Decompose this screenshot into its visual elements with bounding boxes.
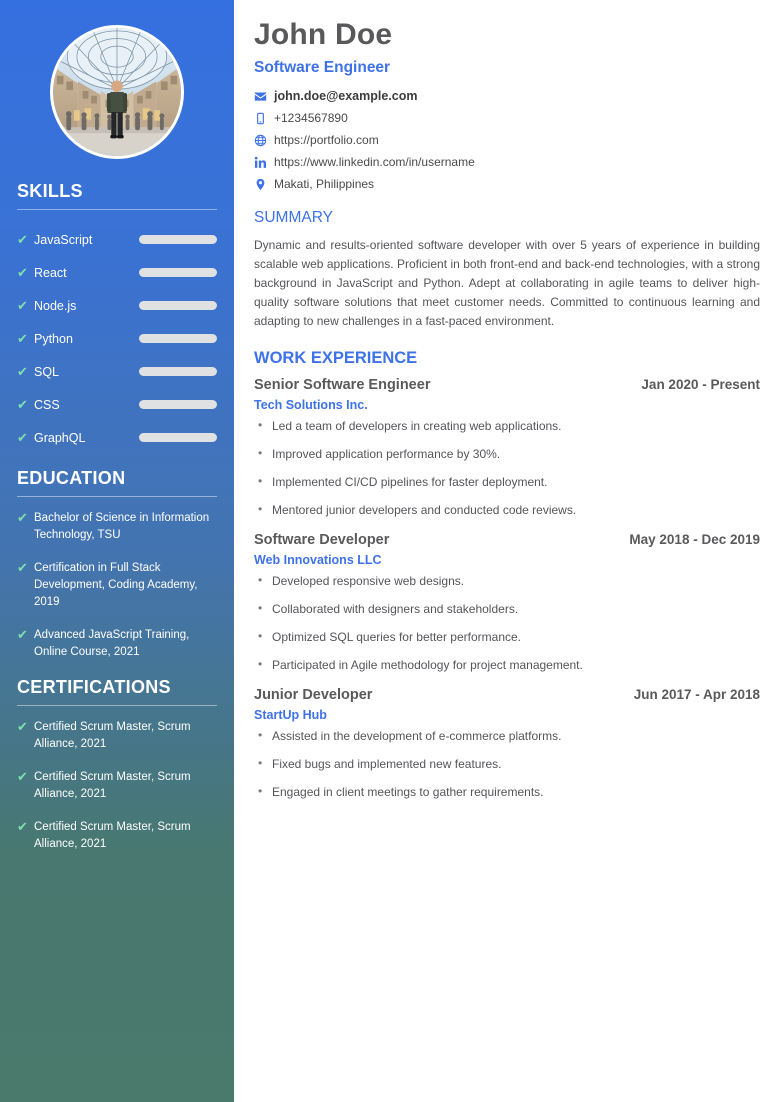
certification-text: Certified Scrum Master, Scrum Alliance, 2021 [34, 821, 191, 850]
job-position: Software Developer [254, 532, 390, 548]
page-title: John Doe [254, 18, 393, 51]
job-bullet: • Optimized SQL queries for better performance. [254, 630, 760, 645]
job-company: Web Innovations LLC [254, 553, 382, 567]
check-icon: ✔ [17, 769, 28, 784]
contact-linkedin[interactable] [254, 155, 760, 169]
skill-label: Python [34, 331, 73, 346]
contact-phone-text: +1234567890 [274, 111, 348, 125]
skill-item [17, 322, 217, 355]
education-item [17, 510, 217, 544]
certifications-divider [17, 705, 217, 706]
check-icon: ✔ [17, 560, 28, 575]
job-bullet: • Led a team of developers in creating web applications. [254, 419, 760, 434]
job-dates: May 2018 - Dec 2019 [629, 532, 760, 547]
summary-heading: SUMMARY [254, 209, 333, 226]
education-list [17, 510, 217, 661]
check-icon: ✔ [17, 719, 28, 734]
skill-item [17, 388, 217, 421]
job-bullet: • Engaged in client meetings to gather requirements. [254, 785, 760, 800]
certification-item [17, 769, 217, 803]
job-entry [254, 532, 760, 673]
summary-text: Dynamic and results-oriented software developer with over 5 years of experience in building scalable web applications. Proficient in both front-end and back-end technologies, with a strong background in JavaScript and Python. Adept at collaborating in agile teams to deliver high-quality software solutions that meet customer needs. Committed to continuous learning and adapting to new challenges in a fast-paced environment. [254, 238, 760, 328]
envelope-icon [254, 90, 274, 103]
job-bullet: • Implemented CI/CD pipelines for faster deployment. [254, 475, 760, 490]
job-bullet: • Fixed bugs and implemented new features. [254, 757, 760, 772]
main-content [234, 0, 778, 1102]
professional-title: Software Engineer [254, 59, 391, 76]
contact-location[interactable] [254, 177, 760, 191]
check-icon: ✔ [17, 232, 28, 247]
skill-label: SQL [34, 364, 60, 379]
job-entry [254, 377, 760, 518]
contact-phone[interactable] [254, 111, 760, 125]
education-section [17, 468, 217, 661]
job-dates: Jun 2017 - Apr 2018 [633, 687, 760, 702]
skill-level-bar [139, 334, 217, 343]
job-header [254, 377, 760, 393]
job-header [254, 532, 760, 548]
job-header [254, 687, 760, 703]
globe-icon [254, 134, 274, 147]
check-icon: ✔ [17, 397, 28, 412]
job-bullet-list [254, 574, 760, 673]
education-item [17, 627, 217, 661]
check-icon: ✔ [17, 430, 28, 445]
job-company: Tech Solutions Inc. [254, 398, 368, 412]
skill-level-bar [139, 235, 217, 244]
avatar-container [17, 0, 217, 159]
check-icon: ✔ [17, 265, 28, 280]
job-entry [254, 687, 760, 800]
certification-item [17, 819, 217, 853]
check-icon: ✔ [17, 364, 28, 379]
sidebar [0, 0, 234, 1102]
check-icon: ✔ [17, 331, 28, 346]
education-text: Bachelor of Science in Information Technology, TSU [34, 512, 210, 541]
work-experience-section [254, 349, 760, 800]
contact-location-text: Makati, Philippines [274, 177, 375, 191]
job-position: Junior Developer [254, 687, 373, 703]
check-icon: ✔ [17, 298, 28, 313]
job-bullet: • Mentored junior developers and conducted code reviews. [254, 503, 760, 518]
contact-website[interactable] [254, 133, 760, 147]
certifications-list [17, 719, 217, 853]
job-bullet: • Collaborated with designers and stakeholders. [254, 602, 760, 617]
certification-text: Certified Scrum Master, Scrum Alliance, 2021 [34, 771, 191, 800]
skills-heading: SKILLS [17, 181, 83, 201]
skill-level-bar [139, 367, 217, 376]
linkedin-icon [254, 156, 274, 169]
job-position: Senior Software Engineer [254, 377, 431, 393]
work-experience-heading: WORK EXPERIENCE [254, 349, 418, 367]
check-icon: ✔ [17, 627, 28, 642]
job-bullet: • Developed responsive web designs. [254, 574, 760, 589]
skill-label: React [34, 265, 67, 280]
check-icon: ✔ [17, 819, 28, 834]
skill-level-bar [139, 400, 217, 409]
job-bullet: • Improved application performance by 30%. [254, 447, 760, 462]
contact-linkedin-text: https://www.linkedin.com/in/username [274, 155, 475, 169]
skill-item [17, 355, 217, 388]
summary-section [254, 209, 760, 331]
certification-text: Certified Scrum Master, Scrum Alliance, 2021 [34, 721, 191, 750]
profile-photo-icon [53, 28, 181, 156]
skill-label: JavaScript [34, 232, 93, 247]
skill-item [17, 421, 217, 454]
check-icon: ✔ [17, 510, 28, 525]
location-pin-icon [254, 178, 274, 191]
job-bullet-list [254, 419, 760, 518]
contact-website-text: https://portfolio.com [274, 133, 379, 147]
education-item [17, 560, 217, 611]
skill-label: Node.js [34, 298, 77, 313]
education-text: Certification in Full Stack Development, Coding Academy, 2019 [34, 562, 198, 608]
skill-level-bar [139, 268, 217, 277]
skills-section [17, 181, 217, 454]
job-bullet-list [254, 729, 760, 800]
skills-list [17, 223, 217, 454]
certifications-section [17, 677, 217, 853]
job-bullet: • Assisted in the development of e-commerce platforms. [254, 729, 760, 744]
skill-item [17, 289, 217, 322]
certifications-heading: CERTIFICATIONS [17, 677, 171, 697]
contact-email-text: john.doe@example.com [274, 89, 418, 103]
skill-label: GraphQL [34, 430, 86, 445]
skill-level-bar [139, 433, 217, 442]
skill-level-bar [139, 301, 217, 310]
job-company: StartUp Hub [254, 708, 327, 722]
contact-email[interactable] [254, 89, 760, 103]
education-divider [17, 496, 217, 497]
education-text: Advanced JavaScript Training, Online Course, 2021 [34, 629, 190, 658]
skill-label: CSS [34, 397, 60, 412]
contact-list [254, 89, 760, 191]
avatar [50, 25, 184, 159]
certification-item [17, 719, 217, 753]
phone-icon [254, 112, 274, 125]
job-bullet: • Participated in Agile methodology for project management. [254, 658, 760, 673]
skill-item [17, 256, 217, 289]
skill-item [17, 223, 217, 256]
skills-divider [17, 209, 217, 210]
job-dates: Jan 2020 - Present [641, 377, 760, 392]
education-heading: EDUCATION [17, 468, 126, 488]
